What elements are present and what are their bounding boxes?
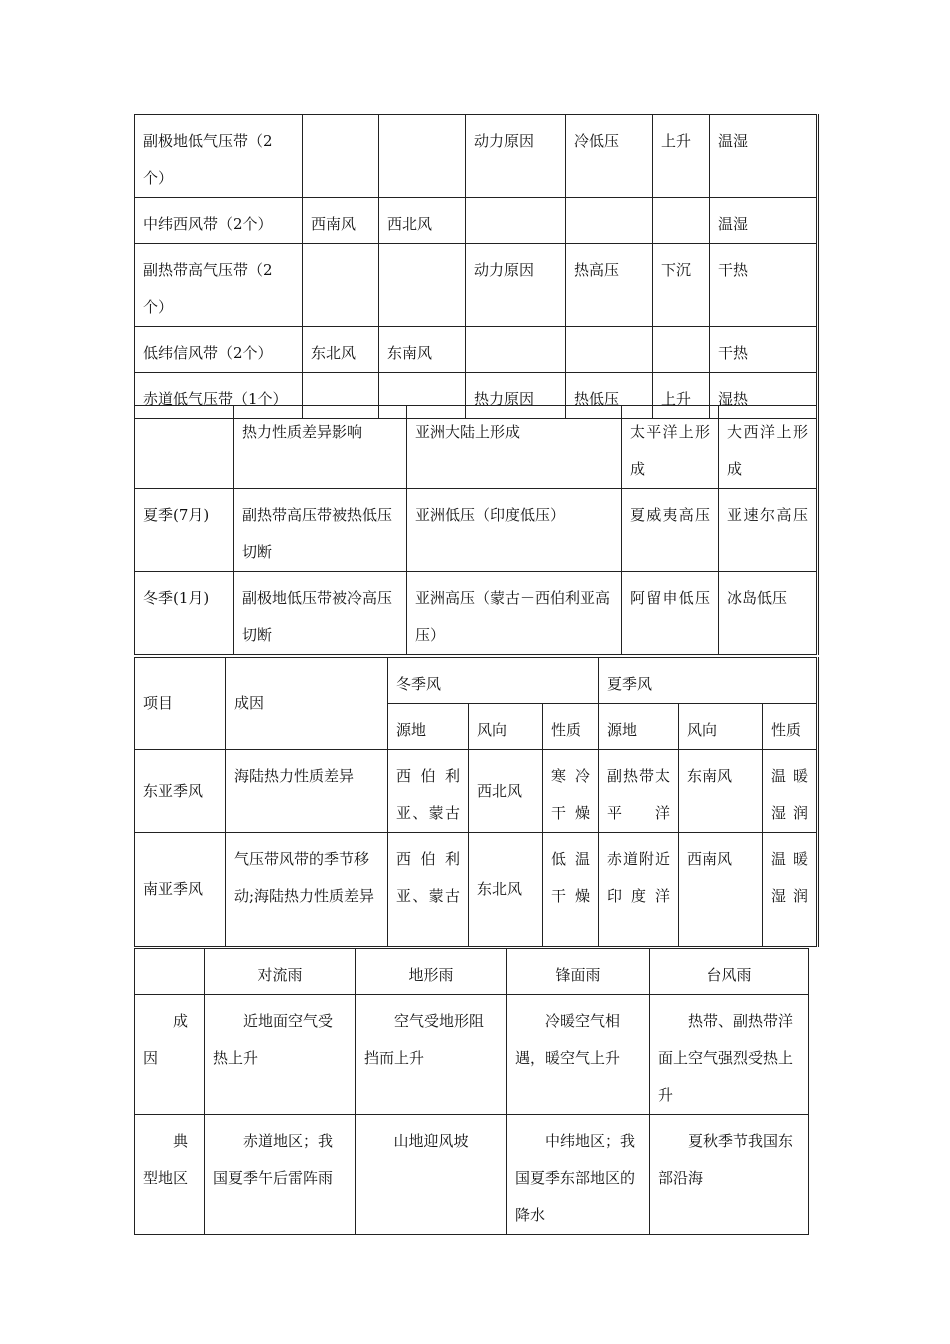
table-cell: 副极地低气压带（2个） xyxy=(135,115,303,198)
header-cell: 对流雨 xyxy=(205,949,356,995)
table-cell xyxy=(303,115,379,198)
table-cell: 副热带高气压带（2个） xyxy=(135,244,303,327)
precipitation-types-table xyxy=(134,948,809,1235)
table-cell: 南亚季风 xyxy=(135,833,226,947)
table-cell: 亚洲低压（印度低压） xyxy=(407,489,622,572)
table-cell: 热带、副热带洋面上空气强烈受热上升 xyxy=(650,995,809,1115)
table-cell: 温暖湿润 xyxy=(763,750,818,833)
table-cell: 东北风 xyxy=(469,833,543,947)
header-cell: 热力性质差异影响 xyxy=(234,406,407,489)
table-cell xyxy=(466,198,566,244)
table-header-row xyxy=(135,949,809,995)
table-row xyxy=(135,244,818,327)
table-row xyxy=(135,833,818,947)
header-cell: 源地 xyxy=(599,704,679,750)
table-cell xyxy=(653,198,710,244)
header-cell: 地形雨 xyxy=(356,949,507,995)
table-cell: 夏威夷高压 xyxy=(622,489,719,572)
table-cell: 夏秋季节我国东部沿海 xyxy=(650,1115,809,1235)
table-row xyxy=(135,115,818,198)
table-cell: 冷暖空气相遇，暖空气上升 xyxy=(507,995,650,1115)
header-cell: 亚洲大陆上形成 xyxy=(407,406,622,489)
table-cell: 东北风 xyxy=(303,327,379,373)
table-cell: 典型地区 xyxy=(135,1115,205,1235)
table-cell: 气压带风带的季节移动;海陆热力性质差异 xyxy=(226,833,388,947)
table-cell: 亚洲高压（蒙古－西伯利亚高压） xyxy=(407,572,622,655)
header-cell: 锋面雨 xyxy=(507,949,650,995)
table-cell: 冬季(1月) xyxy=(135,572,234,655)
table-cell: 湿热 xyxy=(710,373,818,419)
table-cell: 热高压 xyxy=(566,244,653,327)
table-cell: 副热带太平洋 xyxy=(599,750,679,833)
pressure-centers-table xyxy=(134,405,819,655)
table-cell xyxy=(379,115,466,198)
table-cell: 西南风 xyxy=(679,833,763,947)
table-cell: 温湿 xyxy=(710,198,818,244)
table-cell xyxy=(466,327,566,373)
table-cell: 西南风 xyxy=(303,198,379,244)
header-cell: 源地 xyxy=(388,704,469,750)
table-cell: 海陆热力性质差异 xyxy=(226,750,388,833)
table-cell: 低温干燥 xyxy=(543,833,599,947)
table-cell: 山地迎风坡 xyxy=(356,1115,507,1235)
table-cell: 西北风 xyxy=(469,750,543,833)
table-cell: 赤道附近印度洋 xyxy=(599,833,679,947)
table-cell: 低纬信风带（2个） xyxy=(135,327,303,373)
table-row xyxy=(135,572,818,655)
table-cell: 副热带高压带被热低压切断 xyxy=(234,489,407,572)
table-row xyxy=(135,327,818,373)
header-cell-winter: 冬季风 xyxy=(388,658,599,704)
table-cell: 动力原因 xyxy=(466,115,566,198)
table-cell xyxy=(379,244,466,327)
table-cell: 中纬西风带（2个） xyxy=(135,198,303,244)
monsoon-table xyxy=(134,657,819,947)
table-cell: 干热 xyxy=(710,327,818,373)
table-row xyxy=(135,995,809,1115)
header-cell xyxy=(135,406,234,489)
header-cell-summer: 夏季风 xyxy=(599,658,818,704)
table-cell: 干热 xyxy=(710,244,818,327)
table-cell: 西北风 xyxy=(379,198,466,244)
table-cell: 下沉 xyxy=(653,244,710,327)
table-cell xyxy=(566,327,653,373)
table-cell: 夏季(7月) xyxy=(135,489,234,572)
table-header-row xyxy=(135,658,818,704)
header-cell-cause: 成因 xyxy=(226,658,388,750)
header-cell: 大西洋上形成 xyxy=(719,406,818,489)
table-cell: 赤道低气压带（1个） xyxy=(135,373,303,419)
table-cell: 中纬地区；我国夏季东部地区的降水 xyxy=(507,1115,650,1235)
table-cell: 东南风 xyxy=(379,327,466,373)
header-cell: 太平洋上形成 xyxy=(622,406,719,489)
table-cell: 热力原因 xyxy=(466,373,566,419)
header-cell xyxy=(135,949,205,995)
table-cell: 热低压 xyxy=(566,373,653,419)
header-cell: 性质 xyxy=(543,704,599,750)
header-cell: 台风雨 xyxy=(650,949,809,995)
table-row xyxy=(135,198,818,244)
table-cell xyxy=(566,198,653,244)
table-cell: 温湿 xyxy=(710,115,818,198)
table-cell: 冷低压 xyxy=(566,115,653,198)
pressure-wind-belts-table xyxy=(134,114,819,419)
table-cell: 成因 xyxy=(135,995,205,1115)
table-cell: 冰岛低压 xyxy=(719,572,818,655)
table-cell: 动力原因 xyxy=(466,244,566,327)
table-cell: 东亚季风 xyxy=(135,750,226,833)
table-row xyxy=(135,750,818,833)
table-cell: 东南风 xyxy=(679,750,763,833)
table-cell: 赤道地区；我国夏季午后雷阵雨 xyxy=(205,1115,356,1235)
table-cell: 上升 xyxy=(653,373,710,419)
table-cell: 温暖湿润 xyxy=(763,833,818,947)
table-cell: 西伯利亚、蒙古 xyxy=(388,833,469,947)
table-header-row xyxy=(135,406,818,489)
table-cell: 近地面空气受热上升 xyxy=(205,995,356,1115)
header-cell: 性质 xyxy=(763,704,818,750)
table-cell: 空气受地形阻挡而上升 xyxy=(356,995,507,1115)
header-cell: 风向 xyxy=(469,704,543,750)
table-cell: 西伯利亚、蒙古 xyxy=(388,750,469,833)
table-cell: 阿留申低压 xyxy=(622,572,719,655)
table-cell: 寒冷干燥 xyxy=(543,750,599,833)
table-cell xyxy=(653,327,710,373)
table-row xyxy=(135,1115,809,1235)
table-cell: 副极地低压带被冷高压切断 xyxy=(234,572,407,655)
header-cell-item: 项目 xyxy=(135,658,226,750)
table-cell xyxy=(303,244,379,327)
header-cell: 风向 xyxy=(679,704,763,750)
table-row xyxy=(135,489,818,572)
table-cell: 上升 xyxy=(653,115,710,198)
table-cell: 亚速尔高压 xyxy=(719,489,818,572)
